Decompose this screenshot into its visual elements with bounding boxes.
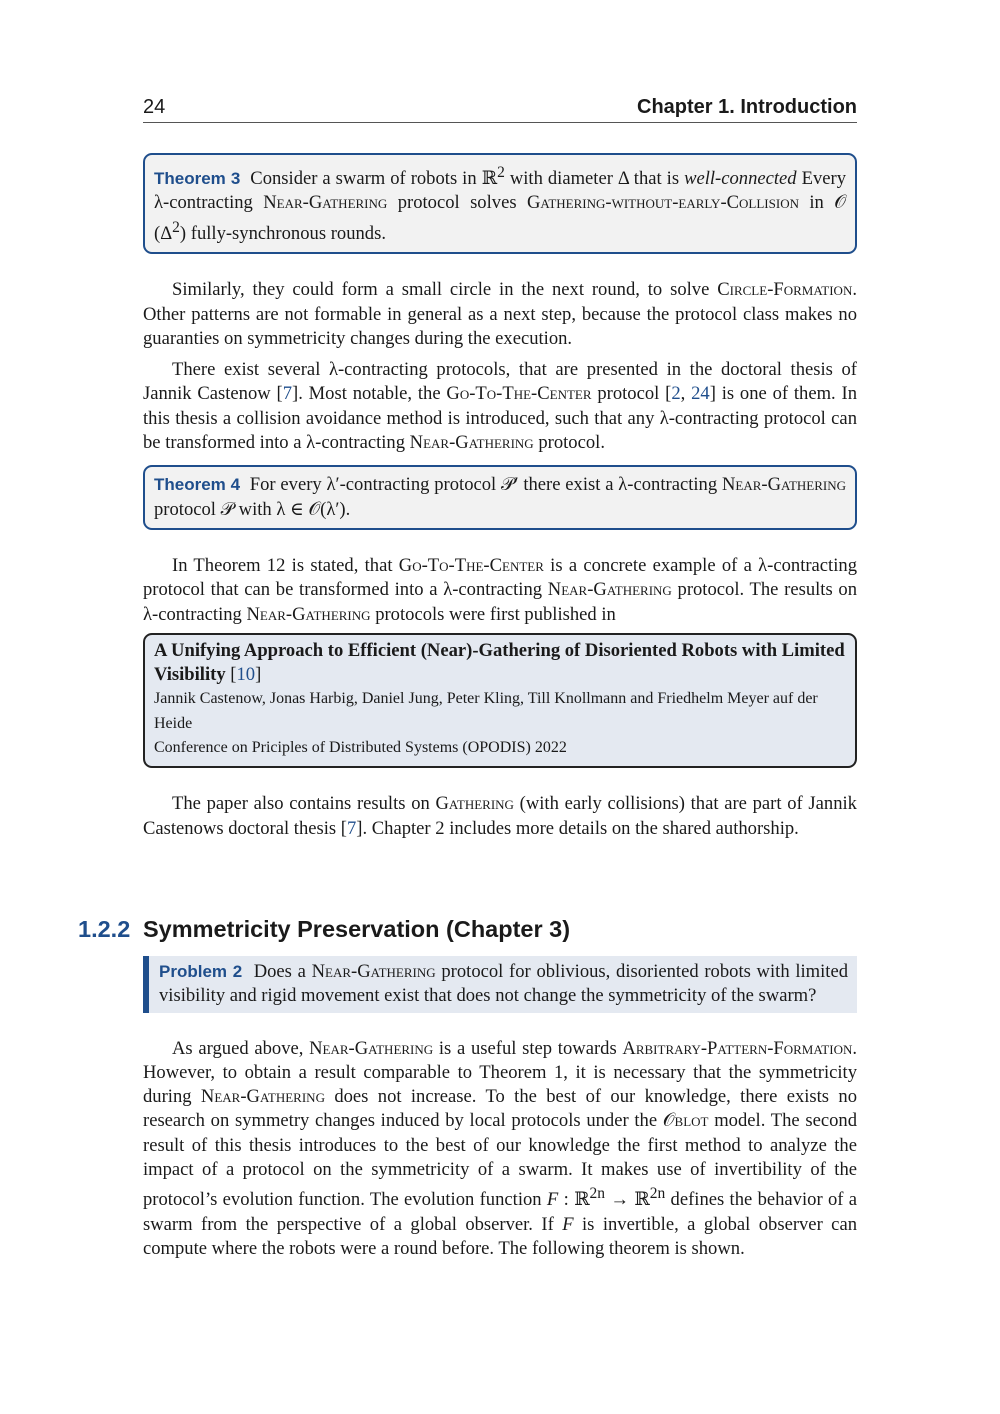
citation-link[interactable]: 7: [346, 817, 357, 839]
section-heading: [78, 916, 570, 943]
paragraph-symmetricity: As argued above, Near-Gathering is a useful step towards Arbitrary-Pattern-Formation. However, to obtain a result comparable to Theorem 1, it is necessary that the symmetricity during Near-Gathering does not increase. To the best of our knowledge, there exists no research on symmetry changes induced by local protocols under the 𝒪blot model. The second result of this thesis introduces to the best of our knowledge the first method to analyze the impact of a protocol on the symmetricity of a swarm. It makes use of invertibility of the protocol’s evolution function. The evolution function F : ℝ$^{2n}$ → ℝ$^{2n}$ defines the behavior of a swarm from the perspective of a global observer. If F is invertible, a global observer can compute where the robots were a round before. The following theorem is shown.: [143, 1037, 858, 1260]
section-title: Symmetricity Preservation (Chapter 3): [143, 916, 571, 942]
problem-2-box: Problem 2 Does a Near-Gathering protocol for oblivious, disoriented robots with limited visibility and rigid movement exist that does not change the symmetricity of the swarm?: [143, 956, 857, 1013]
theorem-4-label: Theorem 4: [154, 475, 241, 495]
running-header: [143, 96, 857, 123]
paragraph-go-to-the-center: In Theorem 12 is stated, that Go-To-The-Center is a concrete example of a λ-contracting protocol that can be transformed into a λ-contracting Near-Gathering protocol. The results on λ-contracting Near-Gathering protocols were first published in: [143, 554, 857, 625]
paragraph-lambda-protocols: There exist several λ-contracting protocols, that are presented in the doctoral thesis of Jannik Castenow [7]. Most notable, the Go-To-The-Center protocol [2, 24] is one of them. In this thesis a collision avoidance method is introduced, such that any λ-contracting protocol can be transformed into a λ-contracting Near-Gathering protocol.: [143, 359, 858, 454]
section-number: 1.2.2: [78, 916, 131, 942]
citation-link[interactable]: 7: [282, 383, 292, 405]
theorem-3-label: Theorem 3: [154, 169, 241, 189]
publication-authors: Jannik Castenow, Jonas Harbig, Daniel Jung, Peter Kling, Till Knollmann and Friedhelm Meyer auf der Heide: [154, 690, 818, 732]
problem-2-label: Problem 2: [159, 962, 243, 981]
paragraph-circle-formation: Similarly, they could form a small circle in the next round, to solve Circle-Formation. Other patterns are not formable in general as a next step, because the protocol class makes no guaranties on symmetricity changes during the execution.: [143, 279, 857, 349]
citation-link[interactable]: 24: [691, 383, 710, 405]
page-number: 24: [143, 96, 166, 118]
chapter-title: Chapter 1. Introduction: [637, 96, 857, 118]
section-body: [143, 956, 857, 1261]
citation-link[interactable]: 10: [236, 664, 256, 686]
paragraph-gathering-results: The paper also contains results on Gathering (with early collisions) that are part of Jannik Castenows doctoral thesis [7]. Chapter 2 includes more details on the shared authorship.: [143, 793, 857, 839]
publication-box: [143, 633, 857, 768]
theorem-3-box: Theorem 3 Consider a swarm of robots in ℝ$^2$ with diameter Δ that is well-connected Every λ-contracting Near-Gathering protocol solves Gathering-without-early-Collision in 𝒪 $(\Delta^2)$ fully-synchronous rounds.: [143, 153, 857, 254]
publication-venue: Conference on Priciples of Distributed Systems (OPODIS) 2022: [154, 739, 567, 757]
page-body: [143, 96, 857, 841]
theorem-4-box: Theorem 4 For every λ′-contracting protocol 𝒫′ there exist a λ-contracting Near-Gathering protocol 𝒫 with λ ∈ 𝒪(λ′).: [143, 465, 857, 530]
publication-title: A Unifying Approach to Efficient (Near)-Gathering of Disoriented Robots with Limited Visibility [10]: [154, 639, 845, 686]
citation-link[interactable]: 2: [671, 383, 681, 405]
